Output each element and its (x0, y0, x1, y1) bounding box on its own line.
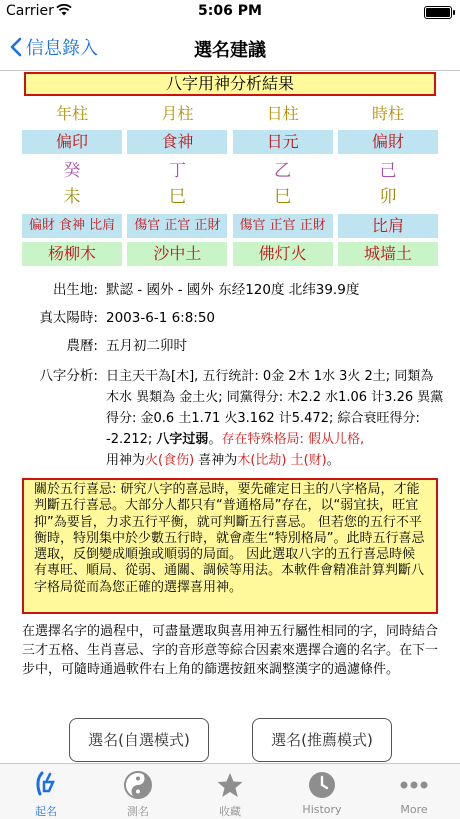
lunar-label: 農曆: (66, 338, 98, 354)
hidden-stems-cell: 偏財 食神 比肩 (22, 214, 122, 238)
analysis-verdict: 八字过弱 (156, 432, 209, 447)
result-banner: 八字用神分析結果 (24, 72, 436, 96)
tab-label: More (400, 803, 428, 816)
heavenly-stem-row (22, 160, 438, 182)
analysis-end: 。 (326, 453, 340, 468)
special-pattern-text: 存在特殊格局: 假从儿格, (221, 432, 365, 447)
battery-icon (424, 6, 452, 19)
self-select-mode-button[interactable]: 選名(自選模式) (69, 718, 209, 762)
birthplace-label: 出生地: (52, 282, 98, 298)
nayin-row (22, 242, 438, 266)
tab-more[interactable] (368, 764, 460, 819)
tab-naming[interactable] (0, 764, 92, 819)
tab-label: History (302, 803, 342, 816)
earthly-branch-cell: 巳 (274, 187, 292, 207)
tab-test-name[interactable] (92, 764, 184, 819)
xishen-value: 木(比劫) 土(财) (237, 453, 327, 468)
clock-time: 5:06 PM (198, 3, 262, 19)
tab-favorites[interactable] (184, 764, 276, 819)
earthly-branch-row (22, 186, 438, 208)
pillar-month-header: 月柱 (161, 104, 194, 123)
nayin-cell: 城墙土 (338, 242, 438, 266)
earthly-branch-cell: 卯 (379, 187, 397, 207)
pillar-hour-header: 時柱 (371, 104, 404, 123)
ten-gods-row (22, 130, 438, 154)
heavenly-stem-cell: 丁 (168, 161, 186, 181)
pillar-year-header: 年柱 (55, 104, 88, 123)
analysis-period: 。 (208, 432, 222, 447)
pillar-day-header: 日柱 (266, 104, 299, 123)
tab-label: 測名 (127, 805, 149, 818)
yongshen-value: 火(食伤) (145, 453, 195, 468)
hidden-stems-cell: 傷官 正官 正財 (127, 214, 227, 238)
lunar-value: 五月初二卯时 (106, 338, 187, 354)
clock-icon (306, 770, 338, 800)
pillar-header-row (22, 104, 438, 124)
solar-time-label: 真太陽時: (39, 310, 98, 326)
yin-yang-icon (122, 770, 154, 800)
hidden-stems-row (22, 214, 438, 238)
nayin-cell: 沙中土 (127, 242, 227, 266)
solar-time-value: 2003-6-1 6:8:50 (106, 310, 216, 326)
analysis-label: 八字分析: (39, 368, 98, 384)
tab-label: 收藏 (219, 805, 241, 818)
status-bar (0, 0, 460, 24)
ten-god-cell: 日元 (233, 130, 333, 154)
heavenly-stem-cell: 己 (379, 161, 397, 181)
birthplace-value: 默認 - 國外 - 國外 东经120度 北纬39.9度 (106, 282, 360, 298)
analysis-detail: 日主天干為[木], 五行统計: 0金 2木 1水 3火 2土; 同類為 木水 異類為 金土火; 同黨得分: 木2.2 水1.06 计3.26 異黨得分: 金0.6 土1.71 火3.162 计5.472; 綜合衰旺得分: -2.212; (106, 369, 444, 447)
ten-god-cell: 食神 (127, 130, 227, 154)
analysis-text (106, 366, 446, 471)
tab-bar (0, 763, 460, 819)
star-icon (214, 770, 246, 800)
instruction-paragraph: 在選擇名字的過程中，可盡量選取與喜用神五行屬性相同的字，同時結合三才五格、生肖喜忌、字的音形意等綜合因素來選擇合適的名字。在下一步中，可隨時通過軟件右上角的篩選按鈕來調整漢字的過濾條件。 (22, 624, 439, 677)
xishen-label: 喜神为 (194, 453, 238, 468)
heavenly-stem-cell: 癸 (63, 161, 81, 181)
earthly-branch-cell: 巳 (168, 187, 186, 207)
recommend-mode-button[interactable]: 選名(推薦模式) (252, 718, 392, 762)
yongshen-label: 用神为 (106, 453, 146, 468)
nayin-cell: 佛灯火 (233, 242, 333, 266)
tab-label: 起名 (35, 805, 57, 818)
naming-icon (30, 770, 62, 800)
page-title: 選名建議 (194, 40, 266, 61)
navigation-bar (0, 24, 460, 71)
hidden-stems-cell: 比肩 (338, 214, 438, 238)
back-button-label: 信息錄入 (26, 38, 98, 59)
nayin-cell: 杨柳木 (22, 242, 122, 266)
tab-history[interactable] (276, 764, 368, 819)
carrier-label: Carrier (6, 3, 54, 19)
earthly-branch-cell: 未 (63, 187, 81, 207)
hidden-stems-cell: 傷官 正官 正財 (233, 214, 333, 238)
five-elements-note: 關於五行喜忌: 研究八字的喜忌時，要先確定日主的八字格局，才能判斷五行喜忌。大部分人都只有“普通格局”存在，以“弱宜扶，旺宜抑”為要旨，力求五行平衡，就可判斷五行喜忌。 但若您的五行不平衡時，特別集中於少數五行時，就會產生“特別格局”。此時五行喜忌選取，反倒變成順強或順弱的局面。 因此選取八字的五行喜忌時候有專旺、順局、從弱、通關、調候等用法。本軟件會精准計算判斷八字格局從而為您正確的選擇喜用神。 (22, 478, 438, 614)
more-dots-icon (398, 770, 430, 800)
heavenly-stem-cell: 乙 (274, 161, 292, 181)
ten-god-cell: 偏印 (22, 130, 122, 154)
ten-god-cell: 偏財 (338, 130, 438, 154)
